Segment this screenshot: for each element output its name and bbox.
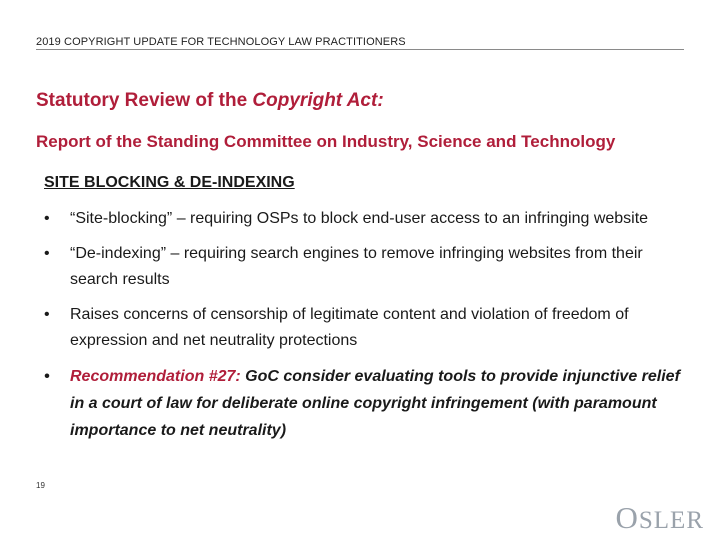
slide-title-prefix: Statutory Review of the <box>36 90 253 111</box>
bullet-marker: • <box>44 245 50 262</box>
section-heading: SITE BLOCKING & DE-INDEXING <box>44 174 295 191</box>
slide-title-act-name: Copyright Act: <box>252 90 384 111</box>
bullet-text: “De-indexing” – requiring search engines to remove infringing websites from their search results <box>70 245 643 288</box>
slide-subtitle: Report of the Standing Committee on Industry, Science and Technology <box>36 132 616 151</box>
recommendation-text: GoC consider evaluating tools to provide injunctive relief in a court of law for deliberate online copyright infringement (with paramount importance to net neutrality) <box>70 368 680 439</box>
bullet-marker: • <box>44 210 50 227</box>
bullet-list <box>36 206 686 453</box>
page-number: 19 <box>36 481 45 490</box>
bullet-marker: • <box>44 368 50 385</box>
bullet-marker: • <box>44 306 50 323</box>
recommendation-label: Recommendation #27: <box>70 368 241 385</box>
bullet-item <box>36 241 686 293</box>
bullet-text: “Site-blocking” – requiring OSPs to block end-user access to an infringing website <box>70 210 649 227</box>
logo-initial: O <box>615 500 639 535</box>
bullet-item <box>36 302 686 354</box>
recommendation-item <box>36 363 686 444</box>
osler-logo <box>615 500 704 536</box>
bullet-text: Raises concerns of censorship of legitimate content and violation of freedom of expression and net neutrality protections <box>70 306 629 349</box>
logo-rest: SLER <box>638 507 704 534</box>
slide-title <box>36 90 384 112</box>
bullet-item <box>36 206 686 232</box>
slide-header: 2019 COPYRIGHT UPDATE FOR TECHNOLOGY LAW PRACTITIONERS <box>36 36 406 48</box>
header-divider <box>36 49 684 50</box>
